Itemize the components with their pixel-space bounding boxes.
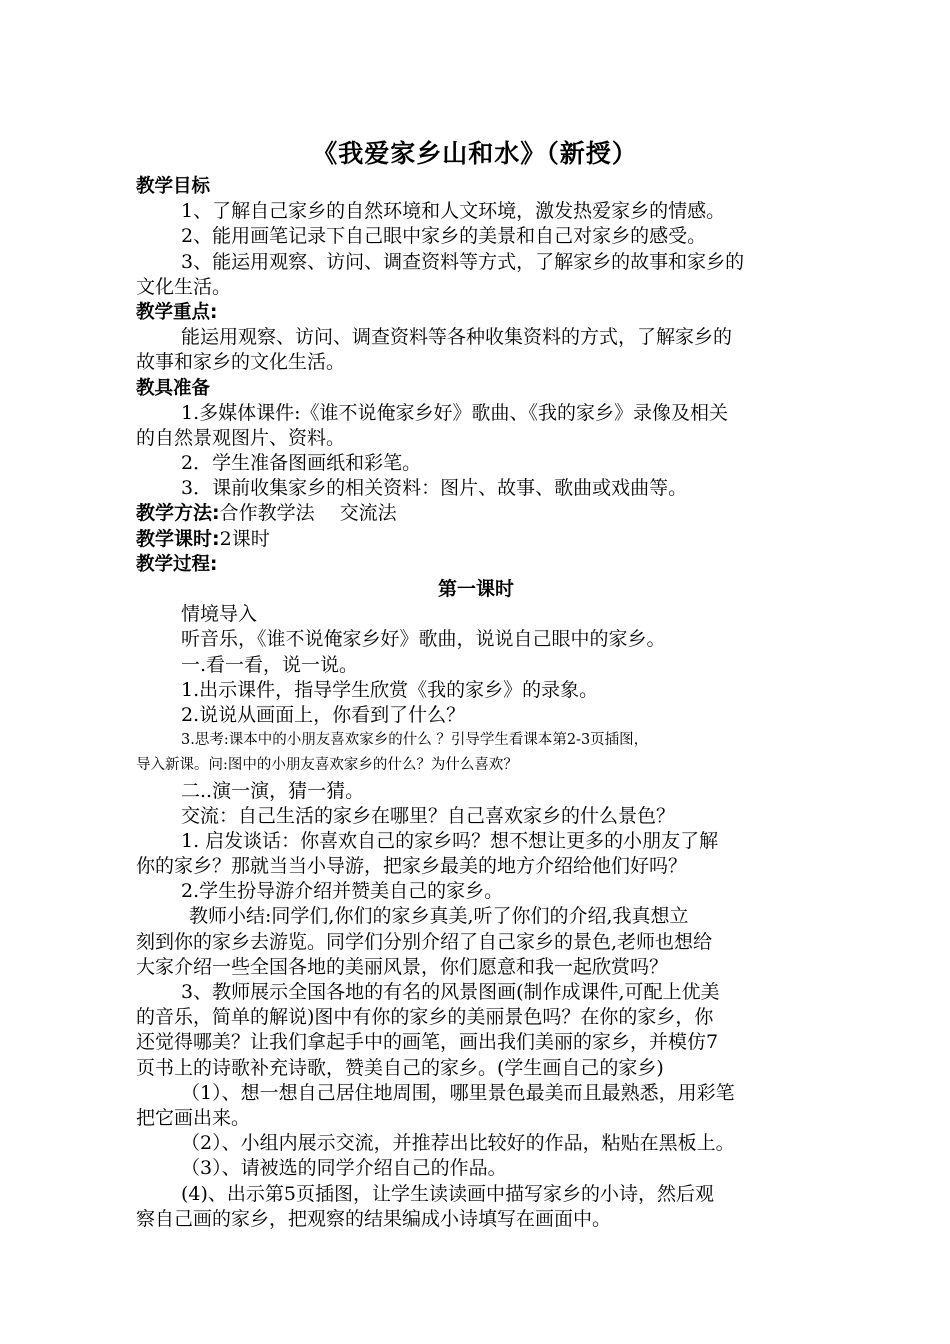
lesson-line: （1）、想一想自己居住地周围，哪里景色最美而且最熟悉，用彩笔: [181, 1081, 735, 1104]
lesson-line: 听音乐，《谁不说俺家乡好》歌曲，说说自己眼中的家乡。: [181, 628, 666, 651]
lesson-line: 1.出示课件，指导学生欣赏《我的家乡》的录象。: [181, 678, 599, 701]
lesson-heading: 第一课时: [437, 578, 514, 600]
lesson-line-small: 3.思考:课本中的小朋友喜欢家乡的什么 ？引导学生看课本第2-3页插图，: [181, 732, 649, 749]
hours-value: 2课时: [219, 527, 270, 550]
lesson-line: 刻到你的家乡去游览。同学们分别介绍了自己家乡的景色,老师也想给: [136, 930, 713, 953]
lesson-line: 页书上的诗歌补充诗歌，赞美自己的家乡。(学生画自己的家乡): [136, 1056, 664, 1079]
lesson-line: 3、教师展示全国各地的有名的风景图画(制作成课件,可配上优美: [181, 981, 720, 1003]
section-heading-objectives: 教学目标: [136, 176, 211, 197]
lesson-line: （2）、小组内展示交流，并推荐出比较好的作品，粘贴在黑板上。: [181, 1132, 735, 1155]
lesson-line: 还觉得哪美？让我们拿起手中的画笔，画出我们美丽的家乡，并模仿7: [136, 1031, 719, 1054]
lesson-line: 一.看一看，说一说。: [181, 653, 359, 676]
lesson-line: 教师小结:同学们,你们的家乡真美,听了你们的介绍,我真想立: [189, 905, 689, 928]
method-value: 合作教学法 交流法: [219, 502, 397, 525]
tools-item: 1.多媒体课件:《谁不说俺家乡好》歌曲、《我的家乡》录像及相关: [181, 401, 729, 424]
method-row: [136, 501, 816, 526]
document-body: [136, 174, 816, 1232]
method-label: 教学方法:: [136, 502, 220, 525]
objective-item: 3、能运用观察、访问、调查资料等方式，了解家乡的故事和家乡的: [181, 250, 745, 273]
tools-item: 3．课前收集家乡的相关资料：图片、故事、歌曲或戏曲等。: [181, 477, 688, 500]
lesson-line: 2.学生扮导游介绍并赞美自己的家乡。: [181, 880, 504, 903]
lesson-line: 交流：自己生活的家乡在哪里？自己喜欢家乡的什么景色？: [181, 804, 676, 827]
lesson-line: 二..演一演，猜一猜。: [181, 779, 365, 802]
hours-row: [136, 527, 816, 552]
lesson-line: 2.说说从画面上，你看到了什么？: [181, 703, 466, 726]
process-label: 教学过程:: [136, 553, 218, 575]
lesson-line: 的音乐，简单的解说)图中有你的家乡的美丽景色吗？在你的家乡，你: [136, 1006, 714, 1029]
document-title: 《我爱家乡山和水》（新授）: [312, 139, 638, 168]
lesson-line: (4)、出示第5页插图，让学生读读画中描写家乡的小诗，然后观: [181, 1182, 715, 1205]
lesson-line: 1. 启发谈话：你喜欢自己的家乡吗？想不想让更多的小朋友了解: [181, 829, 719, 852]
objective-item-continued: 文化生活。: [136, 275, 232, 298]
keypoints-text-continued: 故事和家乡的文化生活。: [136, 351, 346, 374]
tools-item: 2．学生准备图画纸和彩笔。: [181, 452, 422, 475]
lesson-line: 大家介绍一些全国各地的美丽风景，你们愿意和我一起欣赏吗？: [136, 955, 669, 978]
objective-item: 1、了解自己家乡的自然环境和人文环境，激发热爱家乡的情感。: [181, 200, 726, 223]
lesson-line: 你的家乡？那就当当小导游，把家乡最美的地方介绍给他们好吗？: [136, 855, 688, 878]
lesson-line: 察自己画的家乡，把观察的结果编成小诗填写在画面中。: [136, 1207, 612, 1230]
lesson-line-small: 导入新课。问:图中的小朋友喜欢家乡的什么？为什么喜欢？: [136, 757, 518, 774]
section-heading-keypoints: 教学重点:: [136, 301, 218, 323]
lesson-line: （3）、请被选的同学介绍自己的作品。: [181, 1157, 507, 1180]
lesson-line: 把它画出来。: [136, 1106, 251, 1129]
tools-item-continued: 的自然景观图片、资料。: [136, 426, 346, 449]
section-heading-tools: 教具准备: [136, 377, 211, 399]
objective-item: 2、能用画笔记录下自己眼中家乡的美景和自己对家乡的感受。: [181, 225, 707, 248]
hours-label: 教学课时:: [136, 527, 220, 550]
lesson-line: 情境导入: [181, 603, 258, 626]
keypoints-text: 能运用观察、访问、调查资料等各种收集资料的方式，了解家乡的: [181, 326, 733, 349]
